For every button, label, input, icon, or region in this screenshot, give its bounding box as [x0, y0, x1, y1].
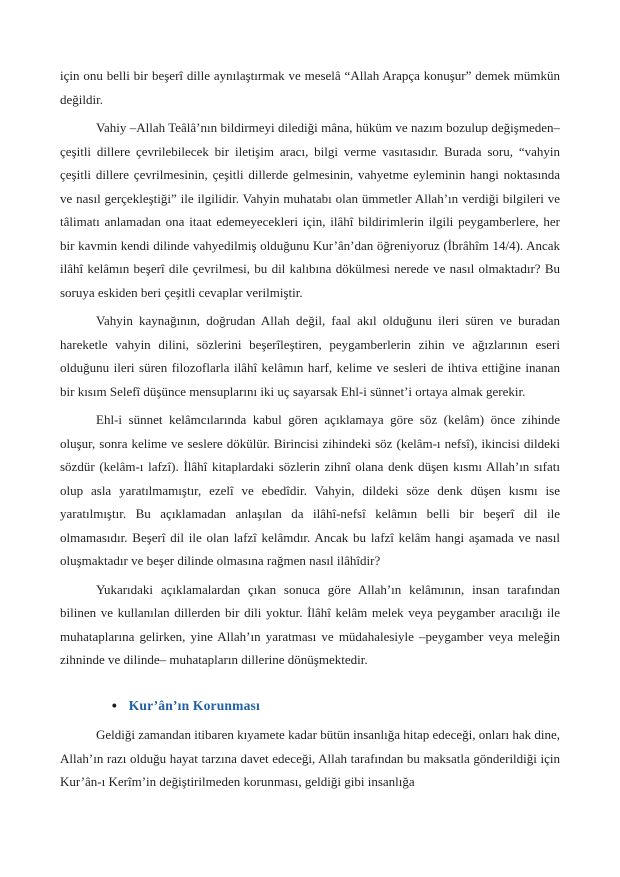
- paragraph: Vahyin kaynağının, doğrudan Allah değil, faal akıl olduğunu ileri süren ve buradan hareketle vahyin dilini, sözlerini beşerîleştiren, peygamberlerin zihin ve ağızlarının eseri olduğunu ileri süren filozoflarla ilâhî kelâmın harf, kelime ve sesleri de ihtiva ettiğine inanan bir kısım Selefî düşünce mensuplarını iki uç sayarsak Ehl-i sünnet’i ortaya almak gerekir.: [60, 313, 560, 399]
- paragraph: Vahiy –Allah Teâlâ’nın bildirmeyi dilediği mâna, hüküm ve nazım bozulup değişmeden– çeşitli dillere çevrilebilecek bir iletişim aracı, bilgi verme vasıtasıdır. Burada soru, “vahyin çeşitli dillere çevrilmesinin, çeşitli dillerde gelmesinin, vahyetme eyleminin hangi noktasında ve nasıl gerçekleştiği” ile ilgilidir. Vahyin muhatabı olan ümmetler Allah’ın verdiği bilgileri ve tâlimatı anlamadan ona itaat edemeyecekleri için, ilâhî bildirimlerin ilgili peygamberlere, her bir kavmin kendi dilinde vahyedilmiş olduğunu Kur’ân’dan öğreniyoruz (İbrâhîm 14/4). Ancak ilâhî kelâmın beşerî dile çevrilmesi, bu dil kalıbına dökülmesi nerede ve nasıl olmaktadır? Bu soruya eskiden beri çeşitli cevaplar verilmiştir.: [60, 120, 560, 300]
- paragraph: Geldiği zamandan itibaren kıyamete kadar bütün insanlığa hitap edeceği, onları hak dine, Allah’ın razı olduğu hayat tarzına davet edeceği, Allah tarafından bu maksatla gönderildiği için Kur’ân-ı Kerîm’in değiştirilmeden korunması, geldiği gibi insanlığa: [60, 727, 560, 789]
- paragraph: Ehl-i sünnet kelâmcılarında kabul gören açıklamaya göre söz (kelâm) önce zihinde oluşur, sonra kelime ve seslere dökülür. Birincisi zihindeki söz (kelâm-ı nefsî), ikincisi dildeki sözdür (kelâm-ı lafzî). İlâhî kitaplardaki sözlerin zihnî olana denk düşen kısmı Allah’ın sıfatı olup asla yaratılmamıştır, ezelî ve ebedîdir. Vahyin, dildeki söze denk düşen kısmı ise yaratılmıştır. Bu açıklamadan anlaşılan da ilâhî-nefsî kelâmın belli bir beşerî dil ile olmamasıdır. Beşerî dil ile olan lafzî kelâmdır. Ancak bu lafzî kelâm hangi aşamada ve nasıl oluşmaktadır ve beşer dilinde olmasına rağmen nasıl ilâhîdir?: [60, 412, 560, 568]
- paragraph: Yukarıdaki açıklamalardan çıkan sonuca göre Allah’ın kelâmının, insan tarafından bilinen ve kullanılan dillerden bir dili yoktur. İlâhî kelâm melek veya peygamber aracılığı ile muhataplarına gelirken, yine Allah’ın yaratması ve müdahalesiyle –peygamber veya meleğin zihninde ve dilinde– muhatapların dillerine dönüşmektedir.: [60, 581, 560, 667]
- section-heading-label: Kur’ân’ın Korunması: [128, 697, 260, 713]
- list-bullet-icon: •: [111, 696, 117, 714]
- paragraph-continuation: için onu belli bir beşerî dille aynılaştırmak ve meselâ “Allah Arapça konuşur” demek mümkün değildir.: [60, 68, 560, 107]
- section-heading: [60, 694, 560, 718]
